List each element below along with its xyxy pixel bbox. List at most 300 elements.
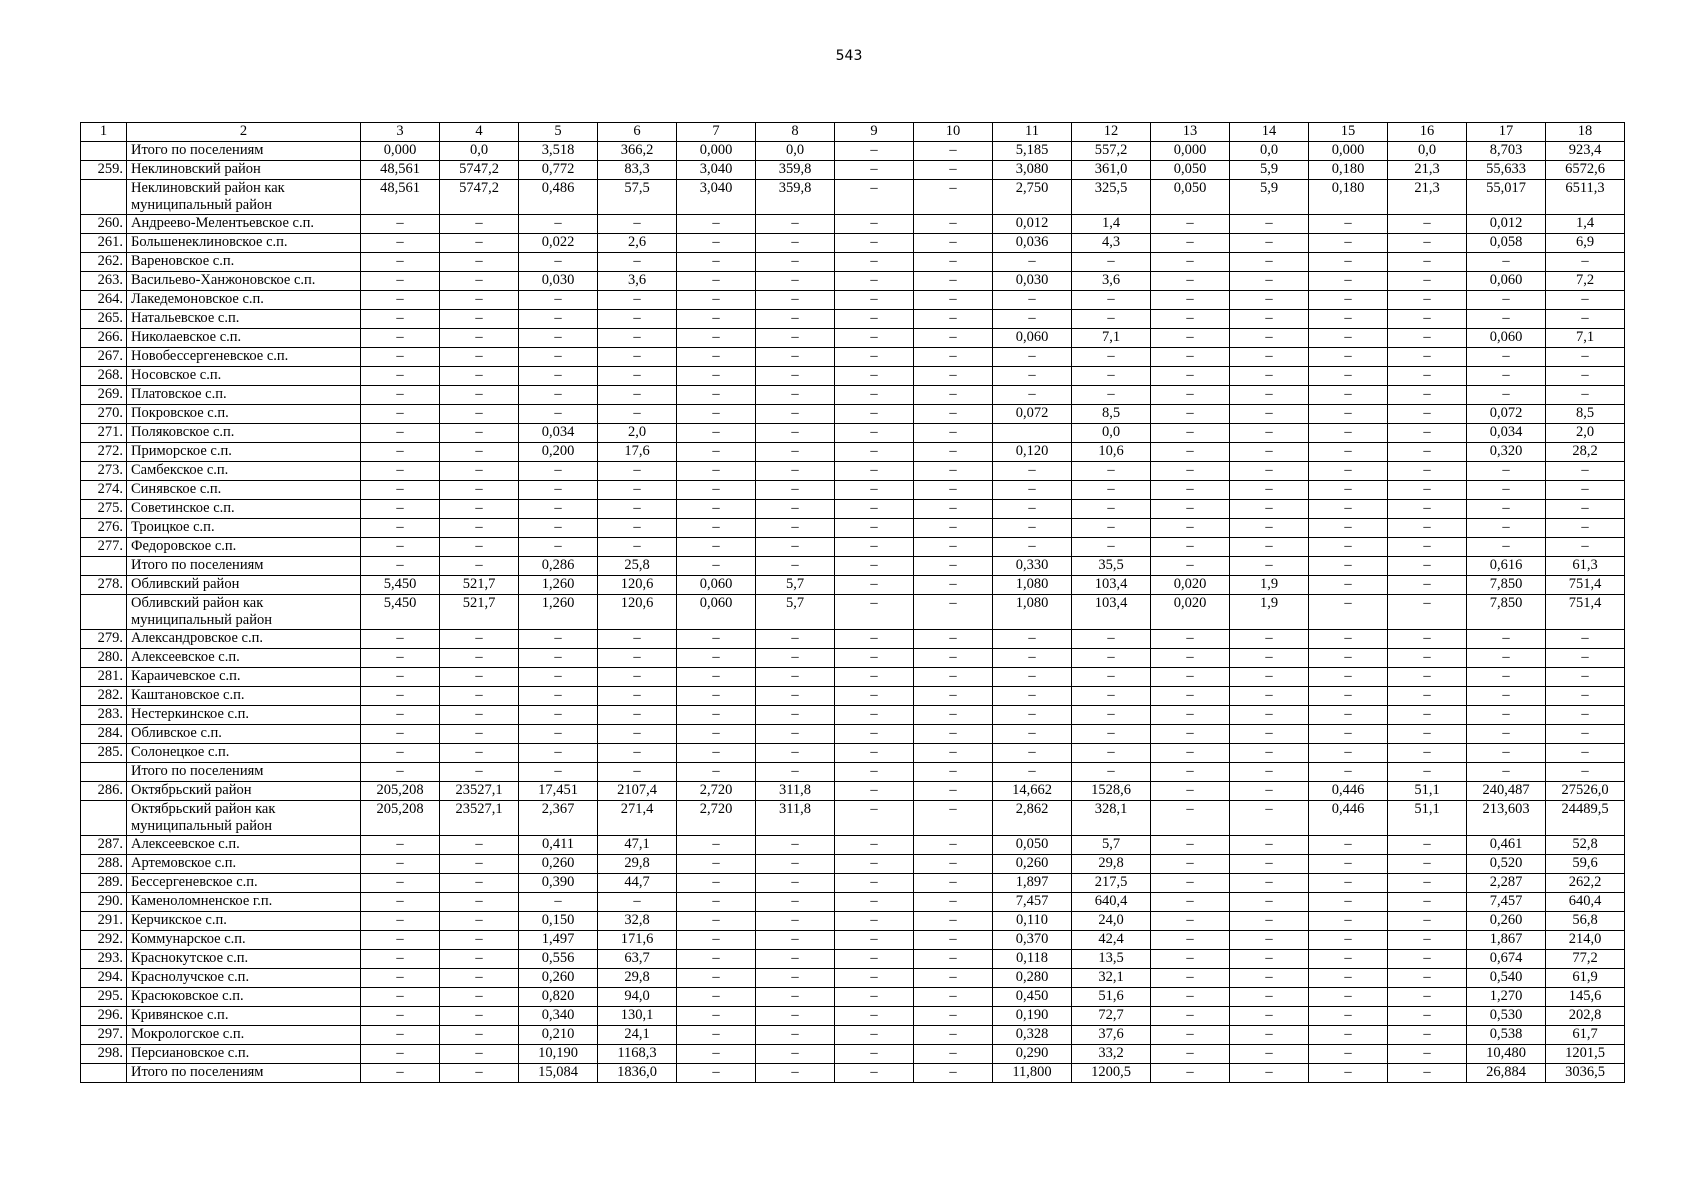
column-header: 3 [361, 123, 440, 142]
column-header: 6 [598, 123, 677, 142]
table-cell: – [993, 291, 1072, 310]
column-header: 9 [835, 123, 914, 142]
row-name: Самбекское с.п. [127, 462, 361, 481]
table-cell: – [1388, 595, 1467, 630]
row-number: 292. [81, 931, 127, 950]
table-cell: – [1230, 836, 1309, 855]
table-cell: – [1230, 443, 1309, 462]
table-cell: – [835, 291, 914, 310]
table-row [81, 386, 1625, 405]
table-cell: 1836,0 [598, 1064, 677, 1083]
table-cell: 0,370 [993, 931, 1072, 950]
table-cell: – [598, 329, 677, 348]
table-cell: – [1151, 348, 1230, 367]
table-row [81, 931, 1625, 950]
table-cell: – [835, 912, 914, 931]
table-cell: – [1230, 1064, 1309, 1083]
table-cell: – [1151, 329, 1230, 348]
table-cell: – [914, 874, 993, 893]
table-cell: 27526,0 [1546, 782, 1625, 801]
table-cell: 17,451 [519, 782, 598, 801]
table-cell: 0,060 [677, 595, 756, 630]
table-cell: 37,6 [1072, 1026, 1151, 1045]
column-header: 8 [756, 123, 835, 142]
table-cell: 0,110 [993, 912, 1072, 931]
table-cell: – [1230, 234, 1309, 253]
table-cell: – [835, 668, 914, 687]
table-cell: – [1151, 367, 1230, 386]
row-number [81, 557, 127, 576]
table-cell: – [1388, 310, 1467, 329]
row-name: Кривянское с.п. [127, 1007, 361, 1026]
table-cell: – [361, 874, 440, 893]
table-row [81, 272, 1625, 291]
table-cell: – [756, 1064, 835, 1083]
row-number [81, 763, 127, 782]
table-cell: – [1309, 855, 1388, 874]
column-header: 7 [677, 123, 756, 142]
table-cell: – [1388, 988, 1467, 1007]
table-cell: – [519, 253, 598, 272]
table-cell: – [835, 161, 914, 180]
table-row [81, 1064, 1625, 1083]
table-cell: 17,6 [598, 443, 677, 462]
table-cell: – [519, 348, 598, 367]
table-cell: – [1230, 782, 1309, 801]
table-cell: – [1546, 310, 1625, 329]
table-cell: 32,8 [598, 912, 677, 931]
table-cell: – [914, 912, 993, 931]
table-cell: – [361, 253, 440, 272]
table-cell: – [677, 310, 756, 329]
row-name: Красюковское с.п. [127, 988, 361, 1007]
table-cell: – [1388, 836, 1467, 855]
row-name: Покровское с.п. [127, 405, 361, 424]
table-cell: – [1230, 500, 1309, 519]
row-name: Итого по поселениям [127, 142, 361, 161]
table-cell: 214,0 [1546, 931, 1625, 950]
table-cell: – [1151, 1045, 1230, 1064]
table-cell: – [756, 424, 835, 443]
table-cell: – [1230, 725, 1309, 744]
table-cell: – [1388, 668, 1467, 687]
row-number: 286. [81, 782, 127, 801]
table-cell: – [440, 215, 519, 234]
table-cell: – [1151, 291, 1230, 310]
table-cell: 7,457 [993, 893, 1072, 912]
table-cell: – [1546, 725, 1625, 744]
table-row [81, 836, 1625, 855]
table-cell: – [1388, 969, 1467, 988]
table-row [81, 180, 1625, 215]
table-cell: – [1546, 462, 1625, 481]
table-cell: 557,2 [1072, 142, 1151, 161]
table-cell: – [1467, 538, 1546, 557]
table-cell: 361,0 [1072, 161, 1151, 180]
table-cell: – [598, 348, 677, 367]
table-cell: – [914, 801, 993, 836]
table-cell: – [361, 215, 440, 234]
table-cell: – [361, 1007, 440, 1026]
table-cell: – [835, 969, 914, 988]
table-cell: – [598, 538, 677, 557]
table-cell: – [1467, 744, 1546, 763]
row-name: Каменоломненское г.п. [127, 893, 361, 912]
row-number: 265. [81, 310, 127, 329]
table-cell: 0,180 [1309, 180, 1388, 215]
table-cell: – [677, 519, 756, 538]
table-cell: – [440, 687, 519, 706]
table-cell: 5747,2 [440, 161, 519, 180]
table-row [81, 630, 1625, 649]
table-cell: 0,034 [1467, 424, 1546, 443]
table-cell: – [677, 969, 756, 988]
row-name: Васильево-Ханжоновское с.п. [127, 272, 361, 291]
table-cell: – [1309, 310, 1388, 329]
table-cell: 328,1 [1072, 801, 1151, 836]
table-cell: 2,367 [519, 801, 598, 836]
table-cell: – [1309, 668, 1388, 687]
row-name: Николаевское с.п. [127, 329, 361, 348]
table-cell: – [361, 630, 440, 649]
row-name: Неклиновский район [127, 161, 361, 180]
table-cell: – [835, 519, 914, 538]
table-cell: – [1072, 687, 1151, 706]
table-cell: 213,603 [1467, 801, 1546, 836]
table-cell: – [1230, 893, 1309, 912]
table-cell: – [519, 687, 598, 706]
table-cell: – [440, 1026, 519, 1045]
table-cell: – [1546, 649, 1625, 668]
table-cell: 1,260 [519, 576, 598, 595]
table-cell: – [1388, 576, 1467, 595]
table-cell: – [1072, 348, 1151, 367]
table-cell: – [756, 1007, 835, 1026]
table-cell: – [440, 538, 519, 557]
table-cell: 0,050 [1151, 180, 1230, 215]
table-cell: – [1072, 481, 1151, 500]
table-cell: – [361, 668, 440, 687]
row-name: Большенеклиновское с.п. [127, 234, 361, 253]
table-cell: 0,020 [1151, 576, 1230, 595]
table-cell: – [1546, 519, 1625, 538]
table-cell: – [677, 687, 756, 706]
table-cell: 83,3 [598, 161, 677, 180]
table-cell: – [914, 500, 993, 519]
table-cell: – [1151, 782, 1230, 801]
table-cell: – [756, 855, 835, 874]
page-number: 543 [835, 48, 863, 64]
table-cell: – [835, 481, 914, 500]
table-cell: – [1309, 215, 1388, 234]
table-cell: 63,7 [598, 950, 677, 969]
table-cell: – [677, 234, 756, 253]
table-cell: – [914, 443, 993, 462]
table-cell: – [756, 744, 835, 763]
table-cell: 0,120 [993, 443, 1072, 462]
row-number: 298. [81, 1045, 127, 1064]
table-cell: – [756, 969, 835, 988]
table-cell: – [1309, 687, 1388, 706]
table-cell: 3,518 [519, 142, 598, 161]
row-name: Федоровское с.п. [127, 538, 361, 557]
table-cell: – [1309, 893, 1388, 912]
table-cell: – [519, 215, 598, 234]
table-cell: – [1309, 969, 1388, 988]
table-cell: 51,6 [1072, 988, 1151, 1007]
table-cell: – [1309, 367, 1388, 386]
table-row [81, 912, 1625, 931]
table-cell: – [1467, 725, 1546, 744]
row-number: 279. [81, 630, 127, 649]
table-cell: 751,4 [1546, 576, 1625, 595]
table-cell: – [1230, 706, 1309, 725]
table-cell: 0,520 [1467, 855, 1546, 874]
table-cell: – [914, 950, 993, 969]
table-cell: – [835, 801, 914, 836]
table-cell: 0,260 [993, 855, 1072, 874]
table-row [81, 595, 1625, 630]
column-header: 14 [1230, 123, 1309, 142]
table-cell: – [756, 725, 835, 744]
table-cell: 51,1 [1388, 801, 1467, 836]
row-name: Приморское с.п. [127, 443, 361, 462]
table-cell: – [914, 687, 993, 706]
table-cell: 0,486 [519, 180, 598, 215]
column-header: 17 [1467, 123, 1546, 142]
table-cell: 21,3 [1388, 180, 1467, 215]
table-cell: 0,616 [1467, 557, 1546, 576]
table-cell: – [1151, 1007, 1230, 1026]
table-cell: 0,210 [519, 1026, 598, 1045]
table-row [81, 443, 1625, 462]
table-row [81, 668, 1625, 687]
table-cell: – [756, 836, 835, 855]
table-cell: – [835, 744, 914, 763]
table-cell: – [1151, 481, 1230, 500]
table-cell: – [1072, 462, 1151, 481]
table-row [81, 142, 1625, 161]
table-cell: – [677, 988, 756, 1007]
table-cell [993, 424, 1072, 443]
table-cell: – [1309, 386, 1388, 405]
table-cell: – [1467, 649, 1546, 668]
table-cell: – [1309, 950, 1388, 969]
table-cell: – [1072, 310, 1151, 329]
column-header: 4 [440, 123, 519, 142]
table-cell: – [1072, 253, 1151, 272]
table-cell: 10,6 [1072, 443, 1151, 462]
table-cell: – [1309, 405, 1388, 424]
table-cell: – [1230, 931, 1309, 950]
table-cell: – [756, 893, 835, 912]
table-cell: – [1388, 706, 1467, 725]
row-name: Солонецкое с.п. [127, 744, 361, 763]
row-number: 280. [81, 649, 127, 668]
row-number: 263. [81, 272, 127, 291]
row-number: 273. [81, 462, 127, 481]
row-number: 283. [81, 706, 127, 725]
table-cell: – [1309, 744, 1388, 763]
table-cell: – [361, 291, 440, 310]
table-cell: – [1151, 462, 1230, 481]
table-cell: – [756, 348, 835, 367]
table-cell: – [914, 1007, 993, 1026]
table-cell: – [440, 234, 519, 253]
table-cell: – [1388, 291, 1467, 310]
row-number: 271. [81, 424, 127, 443]
table-cell: 6572,6 [1546, 161, 1625, 180]
table-cell: 0,060 [677, 576, 756, 595]
table-cell: – [1230, 405, 1309, 424]
table-cell: – [993, 649, 1072, 668]
table-cell: – [993, 481, 1072, 500]
table-cell: 311,8 [756, 782, 835, 801]
table-cell: – [440, 329, 519, 348]
table-cell: – [835, 1007, 914, 1026]
row-name: Нестеркинское с.п. [127, 706, 361, 725]
row-number: 276. [81, 519, 127, 538]
table-cell: – [914, 272, 993, 291]
table-cell: – [440, 630, 519, 649]
table-cell: – [993, 706, 1072, 725]
table-cell: – [1467, 481, 1546, 500]
table-cell: 8,703 [1467, 142, 1546, 161]
table-cell: – [361, 912, 440, 931]
row-number: 269. [81, 386, 127, 405]
table-cell: – [1230, 744, 1309, 763]
table-cell: – [361, 538, 440, 557]
row-name: Караичевское с.п. [127, 668, 361, 687]
table-cell: – [1151, 950, 1230, 969]
table-cell: – [361, 1026, 440, 1045]
table-cell: – [835, 706, 914, 725]
table-cell: 72,7 [1072, 1007, 1151, 1026]
table-cell: 1201,5 [1546, 1045, 1625, 1064]
table-cell: – [993, 462, 1072, 481]
table-cell: – [1546, 538, 1625, 557]
row-name: Советинское с.п. [127, 500, 361, 519]
row-name: Каштановское с.п. [127, 687, 361, 706]
table-cell: 25,8 [598, 557, 677, 576]
table-cell: – [1388, 519, 1467, 538]
table-cell: – [1309, 1064, 1388, 1083]
table-cell: – [756, 988, 835, 1007]
table-cell: – [1072, 706, 1151, 725]
row-number: 275. [81, 500, 127, 519]
row-name: Керчикское с.п. [127, 912, 361, 931]
table-cell: – [519, 329, 598, 348]
row-number: 274. [81, 481, 127, 500]
table-cell: – [598, 310, 677, 329]
table-cell: 366,2 [598, 142, 677, 161]
table-cell: – [993, 386, 1072, 405]
table-cell: – [361, 950, 440, 969]
table-cell: 1,4 [1546, 215, 1625, 234]
row-number: 277. [81, 538, 127, 557]
table-cell: – [1230, 1045, 1309, 1064]
table-cell: – [1230, 348, 1309, 367]
table-cell: – [677, 1007, 756, 1026]
table-cell: – [1230, 855, 1309, 874]
table-cell: 5,450 [361, 595, 440, 630]
table-cell: 0,012 [993, 215, 1072, 234]
table-cell: – [519, 386, 598, 405]
table-cell: – [519, 725, 598, 744]
table-cell: – [1230, 912, 1309, 931]
table-cell: 4,3 [1072, 234, 1151, 253]
table-row [81, 348, 1625, 367]
table-cell: – [598, 649, 677, 668]
table-row [81, 782, 1625, 801]
table-cell: – [361, 931, 440, 950]
table-row [81, 329, 1625, 348]
table-cell: – [914, 161, 993, 180]
table-cell: – [914, 557, 993, 576]
table-cell: – [914, 988, 993, 1007]
table-cell: – [598, 291, 677, 310]
table-row [81, 405, 1625, 424]
table-cell: – [835, 1026, 914, 1045]
table-row [81, 744, 1625, 763]
table-cell: 7,850 [1467, 595, 1546, 630]
table-cell: – [598, 462, 677, 481]
table-cell: 21,3 [1388, 161, 1467, 180]
table-cell: 923,4 [1546, 142, 1625, 161]
row-name: Краснолучское с.п. [127, 969, 361, 988]
table-row [81, 424, 1625, 443]
table-cell: – [1072, 291, 1151, 310]
table-cell: – [914, 234, 993, 253]
row-number [81, 1064, 127, 1083]
table-cell: – [1072, 725, 1151, 744]
table-cell: – [1388, 893, 1467, 912]
table-cell: 0,050 [1151, 161, 1230, 180]
table-row [81, 481, 1625, 500]
table-cell: 47,1 [598, 836, 677, 855]
table-cell: – [440, 348, 519, 367]
table-row [81, 801, 1625, 836]
table-cell: – [914, 329, 993, 348]
table-cell: – [1388, 405, 1467, 424]
table-cell: – [361, 443, 440, 462]
table-cell: – [440, 855, 519, 874]
table-cell: – [1151, 386, 1230, 405]
table-cell: 0,0 [440, 142, 519, 161]
table-cell: – [1467, 348, 1546, 367]
table-cell: 0,411 [519, 836, 598, 855]
table-cell: – [1151, 215, 1230, 234]
table-cell: – [1151, 1026, 1230, 1045]
table-cell: – [1309, 234, 1388, 253]
row-name: Поляковское с.п. [127, 424, 361, 443]
table-cell: – [1230, 481, 1309, 500]
table-cell: 61,3 [1546, 557, 1625, 576]
row-name: Синявское с.п. [127, 481, 361, 500]
table-cell: – [835, 630, 914, 649]
table-cell: – [677, 931, 756, 950]
table-cell: – [1230, 1026, 1309, 1045]
table-row [81, 576, 1625, 595]
table-cell: – [598, 725, 677, 744]
table-cell: – [440, 706, 519, 725]
table-cell: – [1309, 1007, 1388, 1026]
table-cell: – [835, 462, 914, 481]
table-cell: 3,080 [993, 161, 1072, 180]
table-cell: – [1230, 519, 1309, 538]
table-cell: – [440, 424, 519, 443]
table-cell: – [1388, 538, 1467, 557]
